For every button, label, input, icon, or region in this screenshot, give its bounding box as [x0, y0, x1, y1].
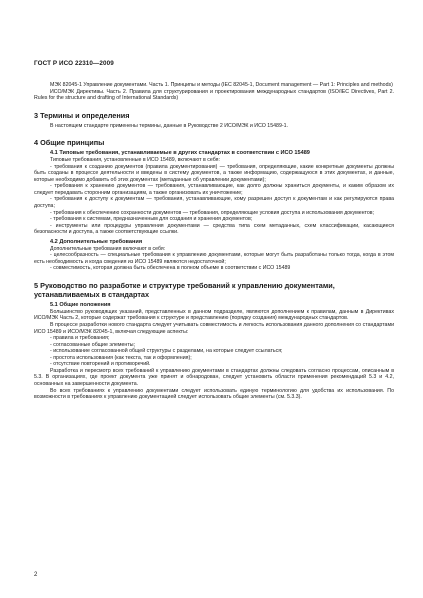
list-item: - требования к созданию документов (правила документирования) — требования, определяющие, какие конкретные документы должны быть созданы в процессе деятельности и введены в систему документов, а также информацию, содержащуюся в этих документах, и данные, которые необходимо добавить об этих документах (метаданные об управлении документами); — [34, 163, 394, 183]
section-5-title: 5 Руководство по разработке и структуре требований к управлению документами, устанавливаемых в стандартах — [34, 280, 335, 299]
list-item: - требования к доступу к документам — требования, устанавливающие, кому разрешен доступ к документам и как регулируются права доступа; — [34, 196, 394, 210]
section-4-title: 4 Общие принципы — [34, 138, 105, 148]
section-4-1-intro: Типовые требования, установленные в ИСО 15489, включают в себя: — [50, 157, 220, 164]
section-5-1-paragraph-3: Разработка и пересмотр всех требований к управлению документами в стандартах должны следовать согласно процессам, описанным в 5.3. В организациях, где проект документа уже принят и обнародован, следует установить области применения рекомендаций 5.3 и 4.2, основанных на завершенности документа. — [34, 367, 394, 387]
list-item: - требования к хранению документов — требования, устанавливающие, как долго должны храниться документы, и каким образом их следует передавать сторонним организациям, а также организовать их уничтожение; — [34, 183, 394, 196]
list-item: - требования к обеспечению сохранности документов — требования, определяющие условия доступа и использования документов; — [50, 209, 375, 216]
section-5-1-paragraph-4: Во всех требованиях к управлению документами следует использовать единую терминологию для удобства их использования. По возможности в требованиях к управлению документацией следует использовать общие элементы (см. 5.3.3). — [34, 387, 394, 401]
section-4-1-title: 4.1 Типовые требования, устанавливаемые в других стандартах в соответствии с ИСО 15489 — [50, 150, 310, 157]
list-item: - инструменты или процедуры управления документами — средства типа схем метаданных, схем классификации, касающиеся безопасности и доступа, а также соответствующие ссылки. — [34, 222, 394, 236]
section-5-1-title: 5.1 Общие положения — [50, 301, 111, 308]
list-item: - согласованные общие элементы; — [50, 341, 135, 348]
section-4-2-title: 4.2 Дополнительные требования — [50, 238, 143, 245]
list-item: - отсутствие повторений и противоречий. — [50, 361, 151, 368]
standard-code-header: ГОСТ Р ИСО 22310—2009 — [34, 60, 114, 67]
list-item: - простота использования (как текста, так и оформления); — [50, 354, 192, 361]
section-3-title: 3 Термины и определения — [34, 110, 130, 120]
reference-iec-82045-1: МЭК 82045-1 Управление документами. Часть 1. Принципы и методы (IEC 82045-1, Document management — Part 1: Principles and methods) — [50, 82, 393, 88]
section-4-2-intro: Дополнительные требования включают в себя: — [50, 245, 166, 252]
list-item: - использование согласованной общей структуры с разделами, на которые следует ссылаться; — [50, 348, 283, 355]
list-item: - совместимость, которая должна быть обеспечена в полном объеме в соответствии с ИСО 15489 — [50, 265, 291, 272]
list-item: - правила и требования; — [50, 335, 110, 342]
list-item: - требования к системам, предназначенным для создания и хранения документов; — [50, 216, 253, 223]
page-number: 2 — [34, 572, 38, 578]
section-5-1-paragraph-2: В процессе разработки нового стандарта следует учитывать совместимость и легкость использования данного дополнения со стандартами ИСО 15489 и ИСО/МЭК 82045-1, включая следующие аспекты: — [34, 322, 394, 335]
section-3-text: В настоящем стандарте применены термины, данные в Руководстве 2 ИСО/МЭК и ИСО 15489-1. — [50, 122, 289, 129]
reference-iso-iec-directives: ИСО/МЭК Директивы. Часть 2. Правила для структурирования и проектирования международных стандартов (ISO/IEC Directives, Part 2. Rules for the structure and drafting of International Standards) — [34, 88, 394, 102]
section-5-1-paragraph-1: Большинство руководящих указаний, представленных в данном подразделе, являются дополнением к правилам, данным в Директивах ИСО/МЭК Часть 2, которые содержат требования к структуре и представлению (порядку создания) международных стандартов. — [34, 308, 394, 322]
page-content — [34, 82, 394, 401]
list-item: - целесообразность — специальные требования к управлению документами, которые могут быть разработаны только тогда, когда в этом есть необходимость и когда сведения из ИСО 15489 являются недостаточной; — [34, 252, 394, 265]
